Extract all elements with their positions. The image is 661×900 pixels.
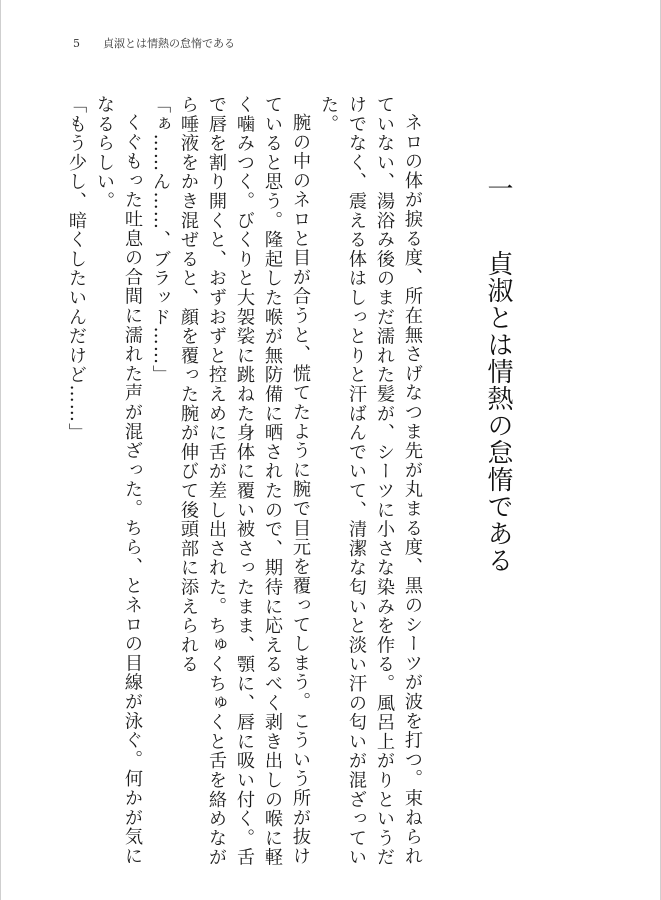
paragraph: 腕の中のネロと目が合うと、慌てたように腕で目元を覆ってしまう。こういう所が抜けていると思う。隆起した喉が無防備に晒されたので、期待に応えるべく剥き出しの喉に軽く噛みつく。びくりと大袈裟に跳ねた身体に覆い被さったまま、顎に、唇に吸い付く。舌で唇を割り開くと、おずおずと控えめに舌が差し出された。ちゅくちゅくと舌を絡めながら唾液をかき混ぜると、顔を覆った腕が伸びて後頭部に添えられる [178, 95, 311, 867]
paragraph: ネロの体が捩る度、所在無さげなつま先が丸まる度、黒のシーツが波を打つ。束ねられていない、湯浴み後のまだ濡れた髪が、シーツに小さな染みを作る。風呂上がりというだけでなく、震える体はしっとりと汗ばんでいて、清潔な匂いと淡い汗の匂いが混ざっていた。 [318, 95, 423, 867]
chapter-title: 貞淑とは情熱の怠惰である [483, 250, 513, 574]
chapter-number: 一 [483, 175, 513, 202]
running-title: 貞淑とは情熱の怠惰である [103, 37, 235, 50]
running-header [73, 36, 235, 52]
dialogue-paragraph: 「もう少し、暗くしたいんだけど……」 [66, 95, 87, 443]
dialogue-paragraph: 「ぁ……ん……、ブラッド……」 [150, 95, 171, 385]
page-number: 5 [73, 37, 80, 50]
chapter-heading [478, 175, 518, 574]
body-text [62, 95, 426, 870]
paragraph: くぐもった吐息の合間に濡れた声が混ざった。ちら、とネロの目線が泳ぐ。何かが気になるらしい。 [94, 95, 143, 866]
